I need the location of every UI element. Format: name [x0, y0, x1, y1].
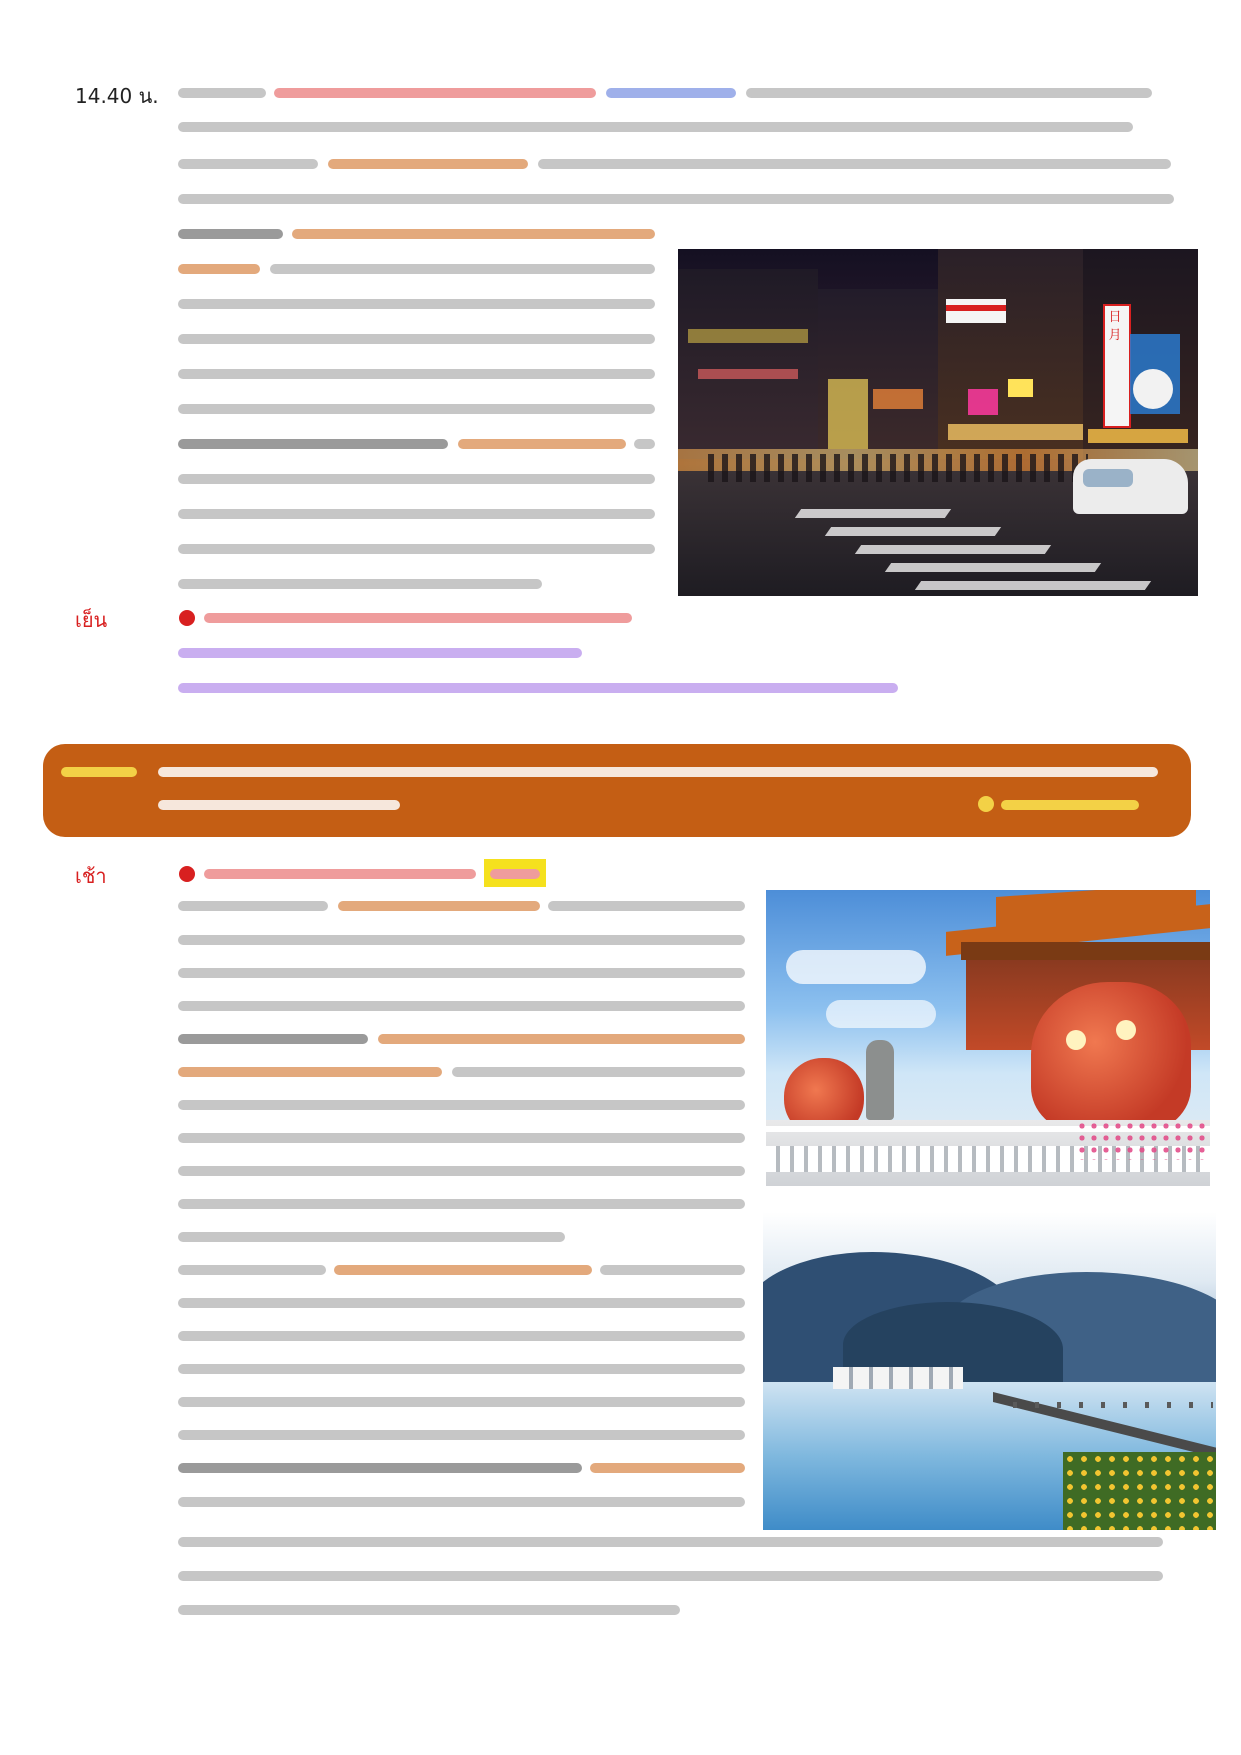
tea-shop-text-line — [178, 1571, 1163, 1581]
boat-text-line — [178, 1430, 745, 1440]
time-arrival: 14.40 น. — [75, 84, 159, 108]
temple-text-line — [178, 1100, 745, 1110]
lake-photo — [763, 1212, 1216, 1530]
dining-icon — [978, 796, 994, 812]
tea-shop-text-line — [178, 1605, 680, 1615]
day-two-meals-bar — [1001, 800, 1139, 810]
time-dinner: เย็น — [75, 608, 108, 632]
temple-text-line — [178, 1133, 745, 1143]
dining-icon — [179, 866, 195, 882]
theater-text-line — [178, 404, 655, 414]
theater-text-line — [178, 334, 655, 344]
temple-text-line — [178, 1199, 745, 1209]
nantou-text-line — [178, 1001, 745, 1011]
night-market-text-line — [178, 509, 655, 519]
dining-icon — [179, 610, 195, 626]
temple-text-line — [178, 1232, 565, 1242]
night-market-text-line — [178, 544, 655, 554]
theater-text-line — [178, 299, 655, 309]
temple-photo — [766, 890, 1210, 1186]
night-market-sign: 日月 — [1108, 310, 1122, 343]
day-two-route-line — [158, 767, 1158, 777]
night-market-photo — [678, 249, 1198, 596]
boat-text-line — [178, 1397, 745, 1407]
day-two-label-bar — [61, 767, 137, 777]
day-two-banner — [43, 744, 1191, 837]
time-morning: เช้า — [75, 864, 107, 888]
boat-text-line — [178, 1298, 745, 1308]
nantou-text-line — [178, 935, 745, 945]
boat-text-line — [178, 1364, 745, 1374]
hotel-note-line — [178, 683, 898, 693]
arrival-note-line — [178, 122, 1133, 132]
taichung-text-line — [178, 194, 1174, 204]
night-market-text-line — [178, 474, 655, 484]
temple-text-line — [178, 1166, 745, 1176]
nantou-text-line — [178, 968, 745, 978]
theater-text-line — [178, 369, 655, 379]
night-market-text-line — [178, 579, 542, 589]
day-two-route-line — [158, 800, 400, 810]
boat-text-line — [178, 1331, 745, 1341]
tea-shop-text-line — [178, 1497, 745, 1507]
tea-shop-text-line — [178, 1537, 1163, 1547]
hotel-line — [178, 648, 582, 658]
